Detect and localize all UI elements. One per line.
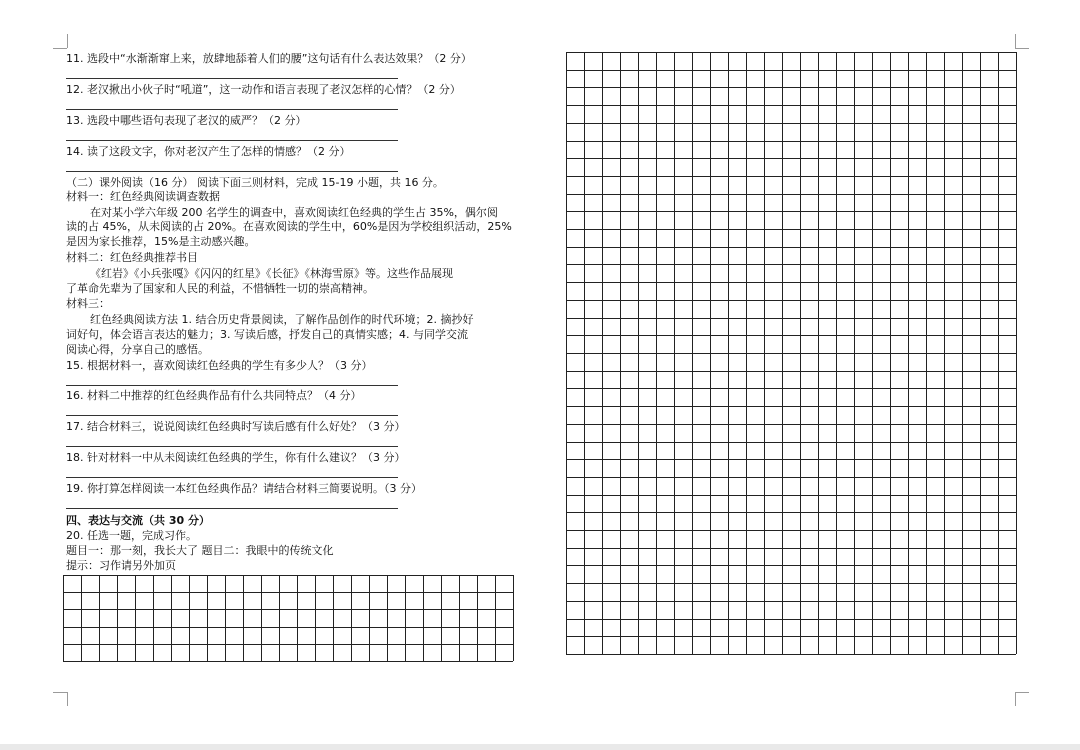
- material-2-line: 《红岩》《小兵张嘎》《闪闪的红星》《长征》《林海雪原》等。这些作品展现: [90, 267, 453, 280]
- section-heading: 四、表达与交流（共 30 分）: [66, 514, 210, 527]
- answer-line[interactable]: [66, 415, 398, 416]
- material-3-line: 词好句，体会语言表达的魅力；3. 写读后感，抒发自己的真情实感；4. 与同学交流: [66, 328, 468, 341]
- answer-line[interactable]: [66, 385, 398, 386]
- question-15: 15. 根据材料一，喜欢阅读红色经典的学生有多少人？（3 分）: [66, 359, 373, 372]
- material-3-line: 阅读心得，分享自己的感悟。: [66, 343, 209, 356]
- answer-line[interactable]: [66, 78, 398, 79]
- question-16: 16. 材料二中推荐的红色经典作品有什么共同特点？（4 分）: [66, 389, 362, 402]
- answer-line[interactable]: [66, 446, 398, 447]
- section-heading: （二）课外阅读（16 分） 阅读下面三则材料，完成 15-19 小题，共 16 分。: [66, 176, 444, 189]
- question-13: 13. 选段中哪些语句表现了老汉的威严？（2 分）: [66, 114, 307, 127]
- crop-mark: [1015, 34, 1016, 48]
- material-3-line: 红色经典阅读方法 1. 结合历史背景阅读，了解作品创作的时代环境；2. 摘抄好: [90, 313, 474, 326]
- question-18: 18. 针对材料一中从未阅读红色经典的学生，你有什么建议？（3 分）: [66, 451, 406, 464]
- question-19: 19. 你打算怎样阅读一本红色经典作品？请结合材料三简要说明。（3 分）: [66, 482, 422, 495]
- question-12: 12. 老汉揪出小伙子时“吼道”，这一动作和语言表现了老汉怎样的心情？（2 分）: [66, 83, 461, 96]
- material-3-title: 材料三：: [66, 297, 110, 310]
- writing-grid-large[interactable]: [566, 52, 1018, 656]
- crop-mark: [53, 48, 67, 49]
- answer-line[interactable]: [66, 140, 398, 141]
- question-14: 14. 读了这段文字，你对老汉产生了怎样的情感？（2 分）: [66, 145, 351, 158]
- material-1-line: 在对某小学六年级 200 名学生的调查中，喜欢阅读红色经典的学生占 35%，偶尔阅: [90, 206, 498, 219]
- answer-line[interactable]: [66, 109, 398, 110]
- material-1-line: 读的占 45%，从未阅读的占 20%。在喜欢阅读的学生中，60%是因为学校组织活动，25%: [66, 220, 512, 233]
- material-2-line: 了革命先辈为了国家和人民的利益，不惜牺牲一切的崇高精神。: [66, 282, 374, 295]
- material-1-title: 材料一：红色经典阅读调查数据: [66, 190, 220, 203]
- window-bottom-bar: [0, 744, 1080, 750]
- crop-mark: [1015, 48, 1029, 49]
- material-1-line: 是因为家长推荐，15%是主动感兴趣。: [66, 235, 256, 248]
- crop-mark: [1015, 692, 1029, 693]
- crop-mark: [67, 692, 68, 706]
- writing-grid-small[interactable]: [63, 575, 515, 663]
- essay-hint: 提示：习作请另外加页: [66, 559, 176, 572]
- answer-line[interactable]: [66, 508, 398, 509]
- material-2-title: 材料二：红色经典推荐书目: [66, 251, 198, 264]
- answer-line[interactable]: [66, 477, 398, 478]
- question-20: 20. 任选一题，完成习作。: [66, 529, 197, 542]
- question-17: 17. 结合材料三，说说阅读红色经典时写读后感有什么好处？（3 分）: [66, 420, 406, 433]
- question-11: 11. 选段中“水渐渐窜上来，放肆地舔着人们的腰”这句话有什么表达效果？（2 分）: [66, 52, 472, 65]
- crop-mark: [53, 692, 67, 693]
- answer-line[interactable]: [66, 171, 398, 172]
- crop-mark: [1015, 692, 1016, 706]
- crop-mark: [67, 34, 68, 48]
- essay-topics: 题目一：那一刻，我长大了 题目二：我眼中的传统文化: [66, 544, 334, 557]
